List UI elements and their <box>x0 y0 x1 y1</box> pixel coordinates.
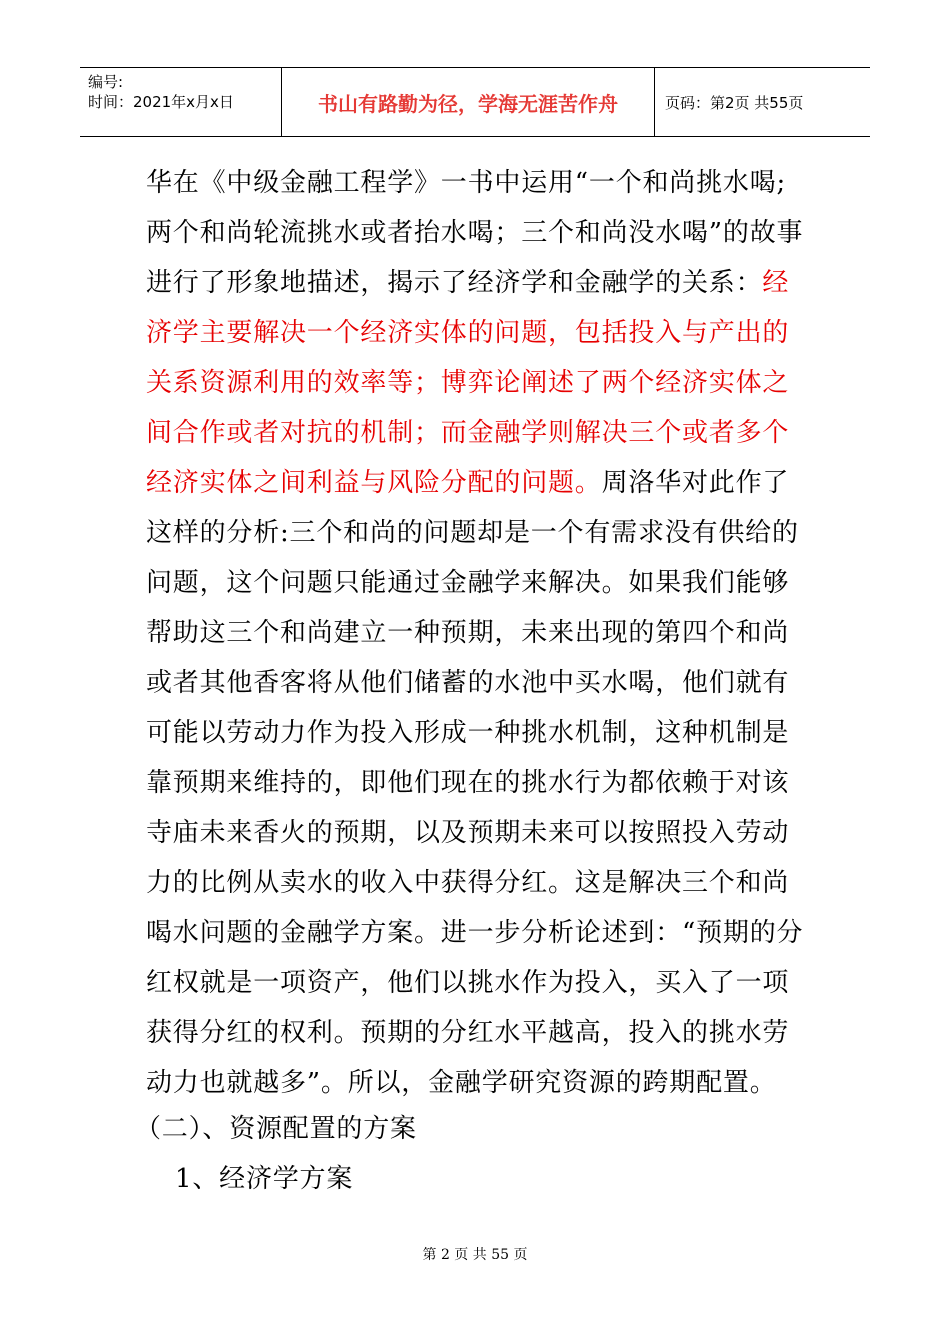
header-motto: 书山有路勤为径，学海无涯苦作舟 <box>282 68 655 136</box>
page-footer: 第 2 页 共 55 页 <box>422 1247 528 1263</box>
header-meta <box>80 68 282 136</box>
paragraph-text-end: 周洛华对此作了这样的分析:三个和尚的问题却是一个有需求没有供给的问题，这个问题只能通过金融学来解决。如果我们能够帮助这三个和尚建立一种预期，未来出现的第四个和尚或者其他香客将从他们储蓄的水池中买水喝，他们就有可能以劳动力作为投入形成一种挑水机制，这种机制是靠预期来维持的，即他们现在的挑水行为都依赖于对该寺庙未来香火的预期，以及预期未来可以按照投入劳动力的比例从卖水的收入中获得分红。这是解决三个和尚喝水问题的金融学方案。进一步分析论述到：“预期的分红权就是一项资产，他们以挑水作为投入，买入了一项获得分红的权利。预期的分红水平越高，投入的挑水劳动力也就越多”。所以，金融学研究资源的跨期配置。 <box>146 468 804 1098</box>
highlighted-text: 经济学主要解决一个经济实体的问题，包括投入与产出的关系资源利用的效率等；博弈论阐述了两个经济实体之间合作或者对抗的机制；而金融学则解决三个或者多个经济实体之间利益与风险分配的问题。 <box>146 268 790 498</box>
header-page-info: 页码：第2页 共55页 <box>665 93 804 112</box>
header-number-label: 编号: <box>88 73 124 91</box>
paragraph-text-start: 华在《中级金融工程学》一书中运用“一个和尚挑水喝;两个和尚轮流挑水或者抬水喝；三个和尚没水喝”的故事进行了形象地描述，揭示了经济学和金融学的关系： <box>146 168 804 298</box>
subsection-heading: 1、经济学方案 <box>175 1164 354 1194</box>
body-paragraph <box>146 158 810 1108</box>
section-heading: （二）、资源配置的方案 <box>135 1114 417 1144</box>
header-time-label: 时间：2021年x月x日 <box>88 93 234 111</box>
document-header <box>80 67 870 137</box>
